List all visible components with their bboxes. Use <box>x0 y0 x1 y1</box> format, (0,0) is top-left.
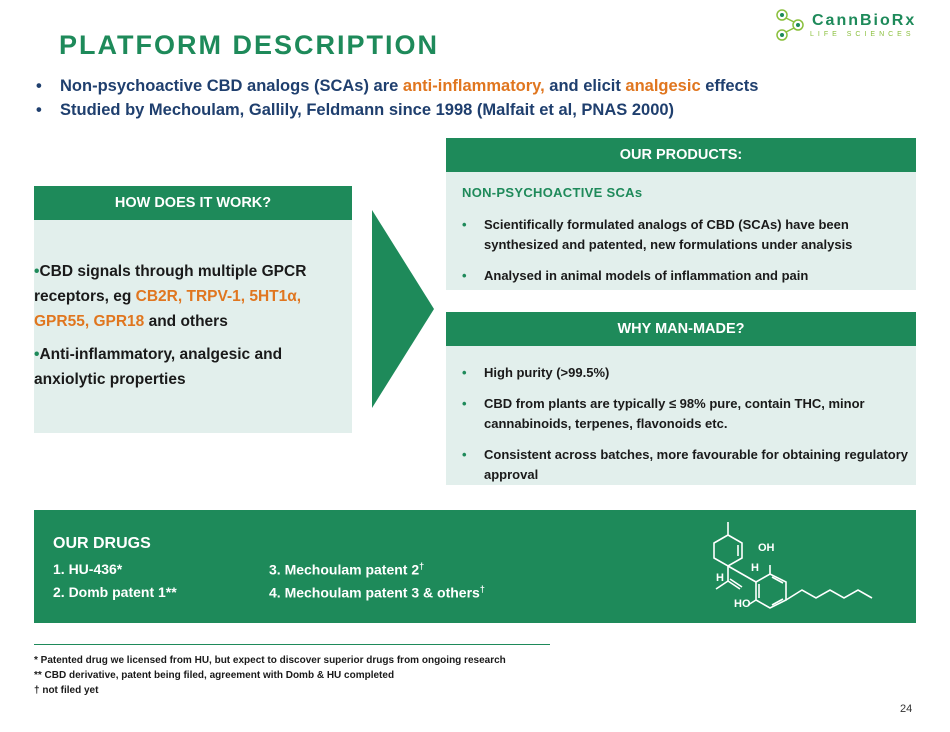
how-header: HOW DOES IT WORK? <box>34 186 352 220</box>
bullet-text: Non-psychoactive CBD analogs (SCAs) are <box>60 77 403 95</box>
drug-4 <box>269 584 485 601</box>
logo-name: CannBioRx <box>812 12 917 29</box>
list-item: • High purity (>99.5%) <box>460 363 910 383</box>
highlight-text: analgesic <box>625 77 701 95</box>
page-number: 24 <box>900 703 913 715</box>
list-item: • Scientifically formulated analogs of CBD (SCAs) have been synthesized and patented, new formulations under analysis <box>460 215 910 255</box>
how-panel <box>34 220 352 433</box>
footnote-divider <box>34 644 550 645</box>
footnote-1: * Patented drug we licensed from HU, but expect to discover superior drugs from ongoing research <box>34 655 506 666</box>
logo <box>770 5 812 50</box>
products-panel <box>446 172 916 290</box>
top-bullet-1 <box>34 74 934 98</box>
molecule-h-label: H <box>751 562 759 574</box>
bullet-text: effects <box>700 77 759 95</box>
drugs-title: OUR DRUGS <box>53 535 151 552</box>
arrow-icon <box>372 210 438 413</box>
drug-3-label: 3. Mechoulam patent 2 <box>269 561 420 578</box>
logo-subtitle: LIFE SCIENCES <box>810 31 915 38</box>
how-point-1: •CBD signals through multiple GPCR receptors, eg CB2R, TRPV-1, 5HT1α, GPR55, GPR18 and others <box>34 263 307 330</box>
drug-4-label: 4. Mechoulam patent 3 & others <box>269 584 480 601</box>
receptor-list: CB2R, TRPV-1, 5HT1α, GPR55, GPR18 <box>34 288 302 330</box>
why-list <box>460 363 910 496</box>
page-title: PLATFORM DESCRIPTION <box>59 30 439 60</box>
drug-3 <box>269 561 424 578</box>
list-item: • Consistent across batches, more favourable for obtaining regulatory approval <box>460 445 910 485</box>
products-list <box>460 215 910 297</box>
products-header: OUR PRODUCTS: <box>446 138 916 172</box>
how-point-2: •Anti-inflammatory, analgesic and anxiolytic properties <box>34 346 283 388</box>
why-header: WHY MAN-MADE? <box>446 312 916 346</box>
molecule-logo-icon <box>770 5 812 45</box>
top-bullets <box>34 74 934 122</box>
footnote-3: † not filed yet <box>34 685 99 696</box>
how-text: and others <box>144 313 228 330</box>
dagger-mark: † <box>479 584 485 594</box>
bullet-text: Studied by Mechoulam, Gallily, Feldmann since 1998 (Malfait et al, PNAS 2000) <box>60 101 675 119</box>
products-subtitle: NON-PSYCHOACTIVE SCAs <box>462 185 643 200</box>
footnote-2: ** CBD derivative, patent being filed, agreement with Domb & HU completed <box>34 670 395 681</box>
highlight-text: anti-inflammatory, <box>402 77 545 95</box>
bullet-text: and elicit <box>544 77 626 95</box>
molecule-h-label: H <box>716 572 724 584</box>
molecule-oh-label: OH <box>758 542 775 554</box>
drug-2: 2. Domb patent 1** <box>53 584 177 600</box>
how-text: CBD signals through multiple GPCR receptors, eg <box>34 263 307 305</box>
cbd-structure-icon <box>694 518 914 620</box>
list-item: • Analysed in animal models of inflammation and pain <box>460 266 910 286</box>
drugs-panel <box>34 510 916 623</box>
dagger-mark: † <box>419 561 425 571</box>
top-bullet-2 <box>34 98 934 122</box>
why-panel <box>446 346 916 485</box>
molecule-ho-label: HO <box>734 598 751 610</box>
list-item: • CBD from plants are typically ≤ 98% pure, contain THC, minor cannabinoids, terpenes, flavonoids etc. <box>460 394 910 434</box>
drug-1: 1. HU-436* <box>53 561 123 577</box>
how-text: Anti-inflammatory, analgesic and anxiolytic properties <box>34 346 283 388</box>
